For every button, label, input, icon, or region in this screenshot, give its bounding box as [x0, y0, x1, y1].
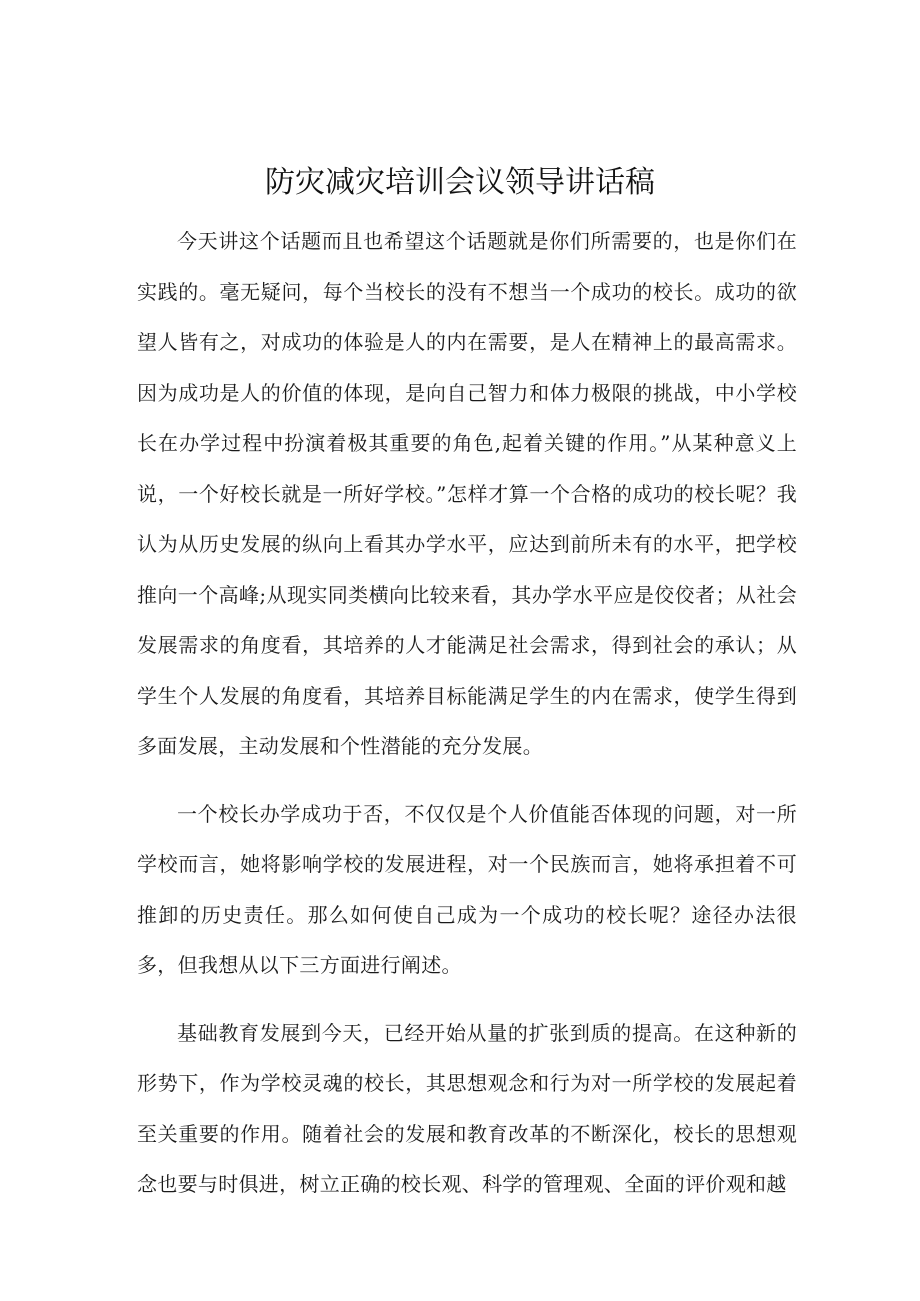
paragraph-3: 基础教育发展到今天，已经开始从量的扩张到质的提高。在这种新的形势下，作为学校灵魂的校长，其思想观念和行为对一所学校的发展起着至关重要的作用。随着社会的发展和教育改革的不断深化，校长的思想观念也要与时俱进，树立正确的校长观、科学的管理观、全面的评价观和越	[137, 1020, 797, 1196]
paragraph-1: 今天讲这个话题而且也希望这个话题就是你们所需要的，也是你们在实践的。毫无疑问，每个当校长的没有不想当一个成功的校长。成功的欲望人皆有之，对成功的体验是人的内在需要，是人在精神上的最高需求。因为成功是人的价值的体现，是向自己智力和体力极限的挑战，中小学校长在办学过程中扮演着极其重要的角色,起着关键的作用。”从某种意义上说，一个好校长就是一所好学校。”怎样才算一个合格的成功的校长呢？我认为从历史发展的纵向上看其办学水平，应达到前所未有的水平，把学校推向一个高峰;从现实同类横向比较来看，其办学水平应是佼佼者；从社会发展需求的角度看，其培养的人才能满足社会需求，得到社会的承认；从学生个人发展的角度看，其培养目标能满足学生的内在需求，使学生得到多面发展，主动发展和个性潜能的充分发展。	[137, 229, 797, 758]
document-title: 防灾减灾培训会议领导讲话稿	[265, 165, 655, 200]
document-body	[137, 216, 797, 1210]
paragraph-2: 一个校长办学成功于否，不仅仅是个人价值能否体现的问题，对一所学校而言，她将影响学校的发展进程，对一个民族而言，她将承担着不可推卸的历史责任。那么如何使自己成为一个成功的校长呢？途径办法很多，但我想从以下三方面进行阐述。	[137, 801, 797, 977]
